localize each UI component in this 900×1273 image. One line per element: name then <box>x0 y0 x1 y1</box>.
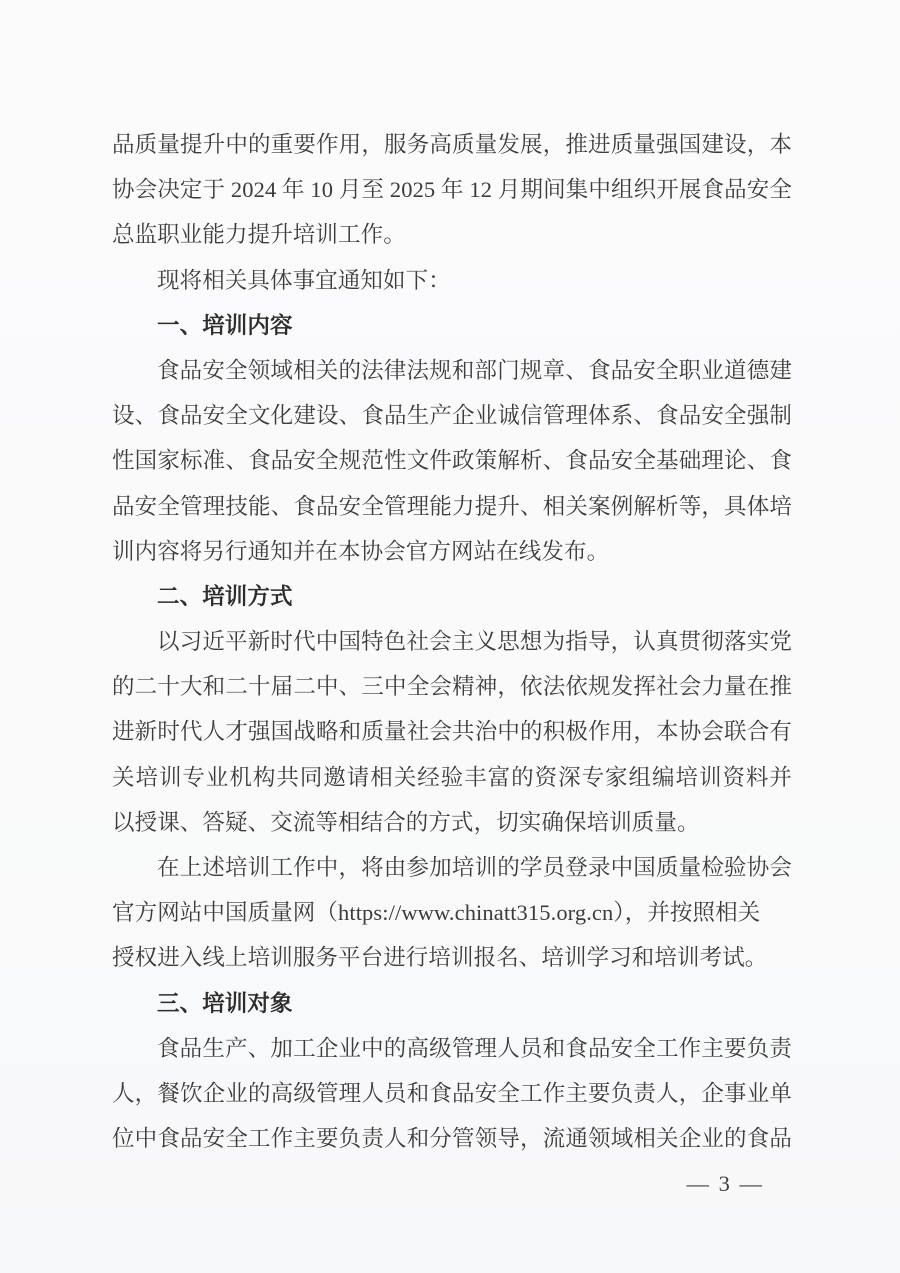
section-heading-1: 一、培训内容 <box>157 312 293 338</box>
text-line: 性国家标准、食品安全规范性文件政策解析、食品安全基础理论、食 <box>112 448 792 474</box>
text-line: 训内容将另行通知并在本协会官方网站在线发布。 <box>112 538 610 564</box>
text-line: 关培训专业机构共同邀请相关经验丰富的资深专家组编培训资料并 <box>112 764 792 790</box>
text-line: 协会决定于 2024 年 10 月至 2025 年 12 月期间集中组织开展食品安全 <box>112 177 792 203</box>
section-heading-3: 三、培训对象 <box>157 990 293 1016</box>
notice-line: 现将相关具体事宜通知如下： <box>157 267 451 293</box>
text-line: 位中食品安全工作主要负责人和分管领导，流通领域相关企业的食品 <box>112 1126 792 1152</box>
text-line: 人，餐饮企业的高级管理人员和食品安全工作主要负责人，企事业单 <box>112 1080 792 1106</box>
text-line: 的二十大和二十届二中、三中全会精神，依法依规发挥社会力量在推 <box>112 674 792 700</box>
text-line: 授权进入线上培训服务平台进行培训报名、培训学习和培训考试。 <box>112 945 768 971</box>
text-line-with-url: 官方网站中国质量网（https://www.chinatt315.org.cn），并按照相关 <box>112 900 761 926</box>
section-heading-2: 二、培训方式 <box>157 583 293 609</box>
text-line: 食品生产、加工企业中的高级管理人员和食品安全工作主要负责 <box>157 1035 792 1061</box>
text-line: 品安全管理技能、食品安全管理能力提升、相关案例解析等，具体培 <box>112 493 792 519</box>
text-line: 以授课、答疑、交流等相结合的方式，切实确保培训质量。 <box>112 809 700 835</box>
text-line: 设、食品安全文化建设、食品生产企业诚信管理体系、食品安全强制 <box>112 403 792 429</box>
text-line: 在上述培训工作中，将由参加培训的学员登录中国质量检验协会 <box>157 855 792 880</box>
text-line: 食品安全领域相关的法律法规和部门规章、食品安全职业道德建 <box>157 357 792 383</box>
text-line: 以习近平新时代中国特色社会主义思想为指导，认真贯彻落实党 <box>157 629 792 655</box>
text-line: 品质量提升中的重要作用，服务高质量发展，推进质量强国建设，本 <box>112 132 792 157</box>
page-number: — 3 — <box>686 1171 764 1197</box>
text-line: 进新时代人才强国战略和质量社会共治中的积极作用，本协会联合有 <box>112 719 792 745</box>
text-line: 总监职业能力提升培训工作。 <box>112 222 406 248</box>
document-body <box>112 122 792 1207</box>
